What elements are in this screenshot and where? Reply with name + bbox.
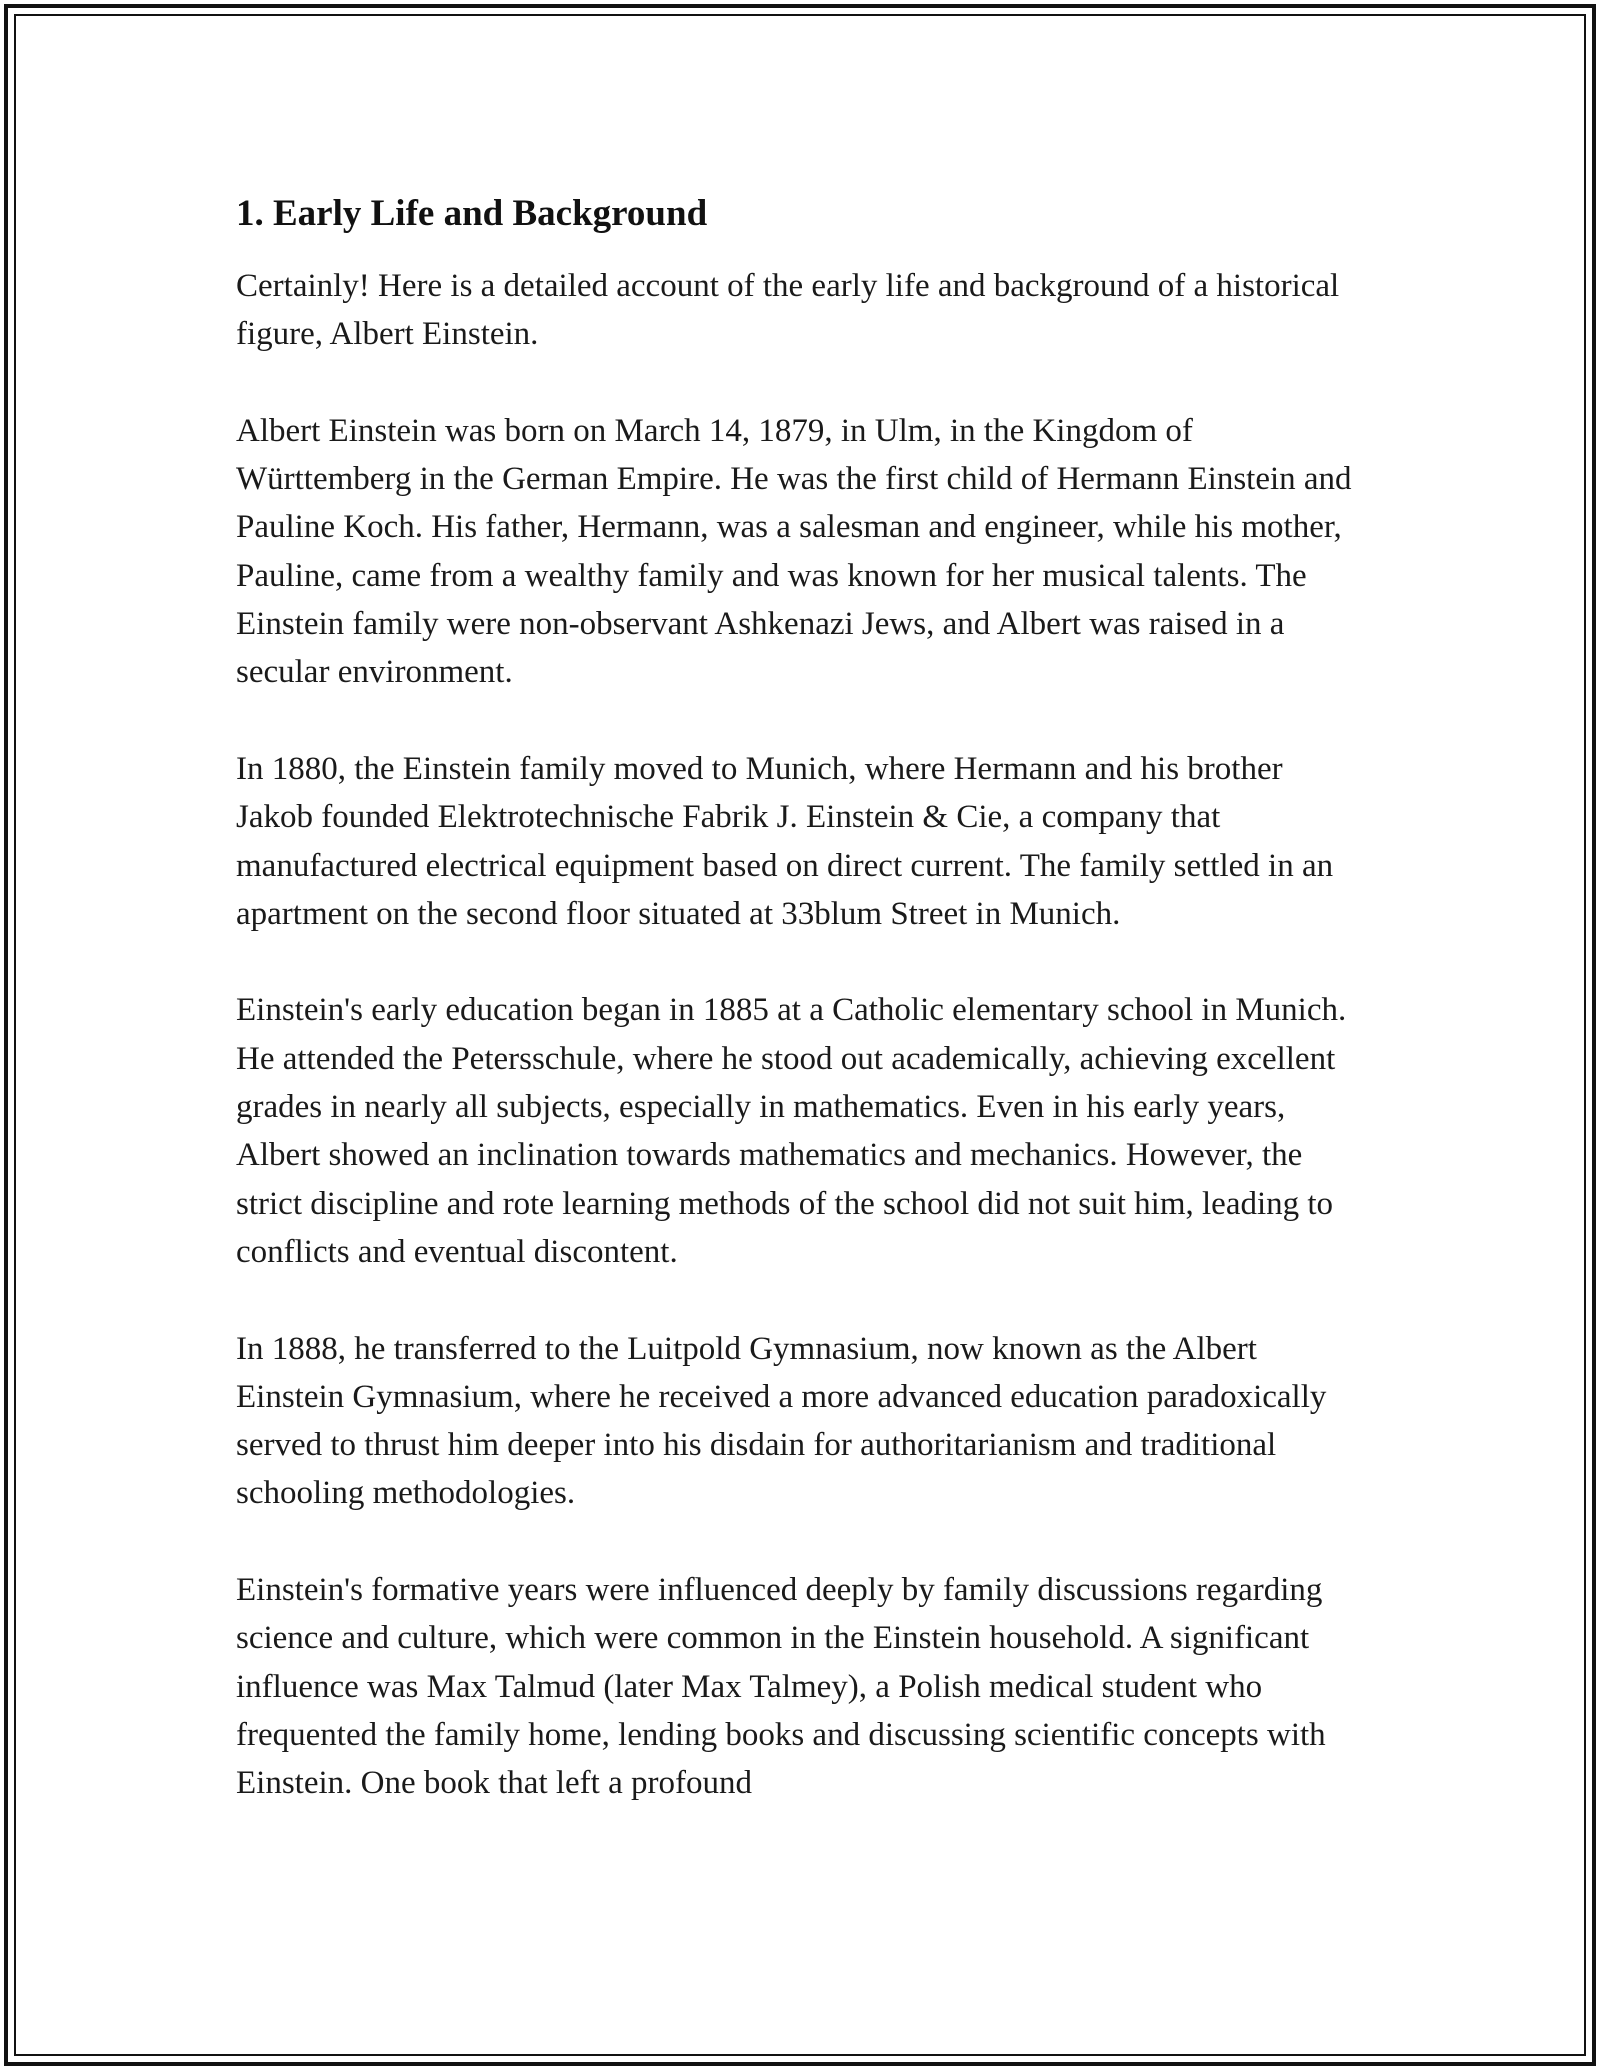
paragraph-formative-years: Einstein's formative years were influenced deeply by family discussions regarding science and culture, which were common in the Einstein household. A significant influence was Max Talmud (later Max Talmey), a Polish medical student who frequented the family home, lending books and discussing scientific concepts with Einstein. One book that left a profound bbox=[236, 1572, 1326, 1802]
paragraph-gymnasium: In 1888, he transferred to the Luitpold Gymnasium, now known as the Albert Einstein Gymnasium, where he received a more advanced education paradoxically served to thrust him deeper into his disdain for authoritarianism and traditional schooling methodologies. bbox=[236, 1330, 1327, 1512]
paragraph-munich: In 1880, the Einstein family moved to Munich, where Hermann and his brother Jakob founded Elektrotechnische Fabrik J. Einstein & Cie, a company that manufactured electrical equipment based on direct current. The family settled in an apartment on the second floor situated at 33blum Street in Munich. bbox=[236, 750, 1334, 932]
document-body bbox=[236, 188, 1366, 1856]
paragraph-intro: Certainly! Here is a detailed account of the early life and background of a historical figure, Albert Einstein. bbox=[236, 268, 1340, 353]
paragraph-early-education: Einstein's early education began in 1885 at a Catholic elementary school in Munich. He attended the Petersschule, where he stood out academically, achieving excellent grades in nearly all subjects, especially in mathematics. Even in his early years, Albert showed an inclination towards mathematics and mechanics. However, the strict discipline and rote learning methods of the school did not suit him, leading to conflicts and eventual discontent. bbox=[236, 992, 1347, 1270]
paragraph-birth: Albert Einstein was born on March 14, 1879, in Ulm, in the Kingdom of Württemberg in the German Empire. He was the first child of Hermann Einstein and Pauline Koch. His father, Hermann, was a salesman and engineer, while his mother, Pauline, came from a wealthy family and was known for her musical talents. The Einstein family were non-observant Ashkenazi Jews, and Albert was raised in a secular environment. bbox=[236, 412, 1352, 691]
section-heading: 1. Early Life and Background bbox=[236, 193, 708, 234]
